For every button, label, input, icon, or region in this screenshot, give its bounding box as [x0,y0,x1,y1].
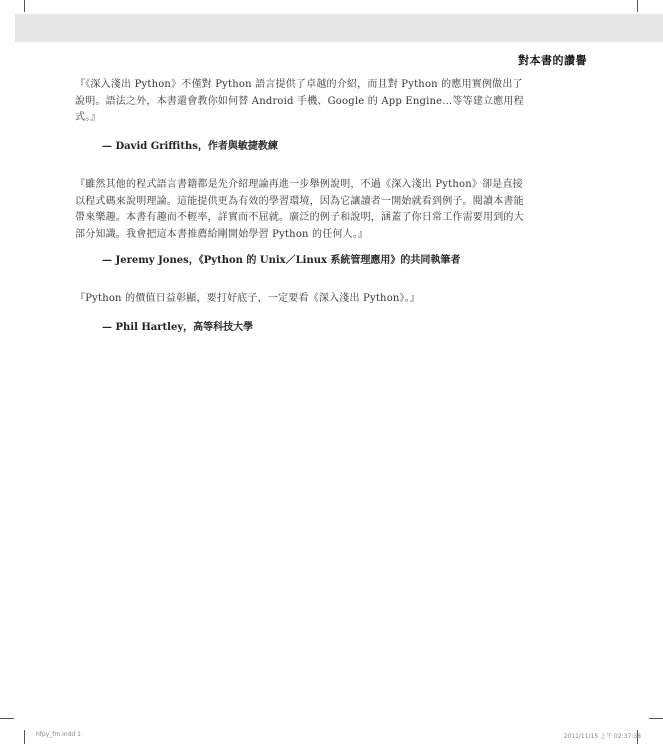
crop-mark-top-left [24,0,25,12]
testimonial-attribution-1: — David Griffiths，作者與敏捷教練 [102,141,278,152]
crop-mark-top-right [637,0,638,12]
footer-file-info: hfpy_fm.indd 1 [36,731,81,738]
testimonial-quote-1: 『《深入淺出 Python》不僅對 Python 語言提供了卓越的介紹，而且對 Python 的應用實例做出了說明。語法之外，本書還會教你如何替 Android 手機、Google 的 App Engine…等等建立應用程式。』 [75,79,524,123]
crop-mark-bottom-left-h [0,718,14,719]
section-title: 對本書的讚譽 [518,54,587,67]
crop-mark-bottom-right-h [649,718,663,719]
footer-timestamp: 2011/11/15 上午 02:37:38 [563,733,641,740]
crop-mark-bottom-left-v [24,730,25,744]
header-band [15,14,663,42]
testimonial-quote-3: 『Python 的價值日益彰顯，要打好底子，一定要看《深入淺出 Python》。』 [75,293,421,304]
testimonial-attribution-2: — Jeremy Jones，《Python 的 Unix／Linux 系統管理應用》的共同執筆者 [102,255,461,266]
testimonial-quote-2: 『雖然其他的程式語言書籍都是先介紹理論再進一步舉例說明，不過《深入淺出 Python》卻是直接以程式碼來說明理論。這能提供更為有效的學習環境，因為它讓讀者一開始就看到例子。閱讀本書能帶來樂趣。本書有趣而不輕率，詳實而不屈就。廣泛的例子和說明，涵蓋了你日常工作需要用到的大部分知識。我會把這本書推薦給剛開始學習 Python 的任何人。』 [75,179,524,240]
testimonial-attribution-3: — Phil Hartley，高等科技大學 [102,322,254,333]
